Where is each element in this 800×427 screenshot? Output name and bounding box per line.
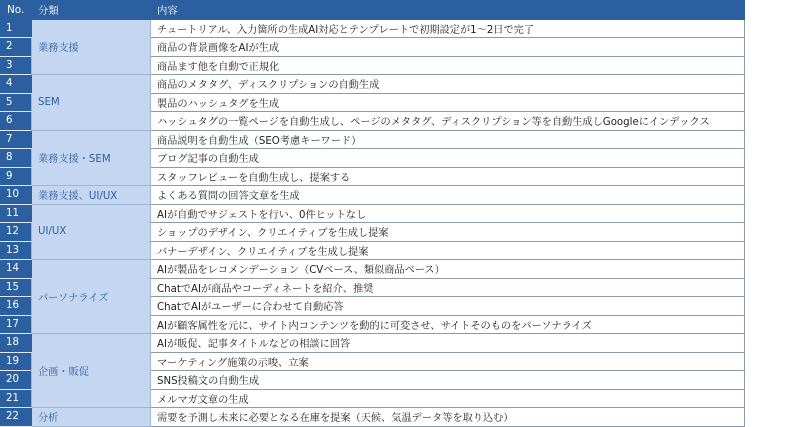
row-number: 11 bbox=[1, 204, 32, 223]
header-content: 内容 bbox=[151, 1, 745, 20]
row-number: 4 bbox=[1, 75, 32, 94]
category-cell: パーソナライズ bbox=[32, 260, 151, 334]
row-number: 9 bbox=[1, 167, 32, 186]
table-row bbox=[1, 204, 745, 223]
content-cell: 商品説明を自動生成（SEO考慮キーワード） bbox=[151, 130, 745, 149]
row-number: 16 bbox=[1, 297, 32, 316]
category-cell: UI/UX bbox=[32, 204, 151, 260]
category-cell: 業務支援・SEM bbox=[32, 130, 151, 186]
table-row bbox=[1, 260, 745, 279]
content-cell: ブログ記事の自動生成 bbox=[151, 149, 745, 168]
row-number: 13 bbox=[1, 241, 32, 260]
category-cell: 企画・販促 bbox=[32, 334, 151, 408]
header-category: 分類 bbox=[32, 1, 151, 20]
content-cell: ハッシュタグの一覧ページを自動生成し、ページのメタタグ、ディスクリプション等を自動生成しGoogleにインデックス bbox=[151, 112, 745, 131]
category-cell: 業務支援、UI/UX bbox=[32, 186, 151, 205]
category-cell: SEM bbox=[32, 75, 151, 131]
row-number: 5 bbox=[1, 93, 32, 112]
table-row bbox=[1, 75, 745, 94]
content-cell: メルマガ文章の生成 bbox=[151, 389, 745, 408]
row-number: 10 bbox=[1, 186, 32, 205]
content-cell: AIが顧客属性を元に、サイト内コンテンツを動的に可変させ、サイトそのものをパーソナライズ bbox=[151, 315, 745, 334]
content-cell: AIが製品をレコメンデーション（CVベース、類似商品ベース） bbox=[151, 260, 745, 279]
row-number: 7 bbox=[1, 130, 32, 149]
content-cell: SNS投稿文の自動生成 bbox=[151, 371, 745, 390]
content-cell: 需要を予測し未来に必要となる在庫を提案（天候、気温データ等を取り込む） bbox=[151, 408, 745, 427]
row-number: 19 bbox=[1, 352, 32, 371]
category-cell: 業務支援 bbox=[32, 19, 151, 75]
row-number: 3 bbox=[1, 56, 32, 75]
content-cell: 商品ます他を自動で正規化 bbox=[151, 56, 745, 75]
table-row bbox=[1, 19, 745, 38]
content-cell: チュートリアル、入力箇所の生成AI対応とテンプレートで初期設定が1〜2日で完了 bbox=[151, 19, 745, 38]
row-number: 18 bbox=[1, 334, 32, 353]
row-number: 20 bbox=[1, 371, 32, 390]
row-number: 12 bbox=[1, 223, 32, 242]
content-cell: 製品のハッシュタグを生成 bbox=[151, 93, 745, 112]
table-row bbox=[1, 408, 745, 427]
category-cell: 分析 bbox=[32, 408, 151, 427]
table-body bbox=[1, 19, 745, 426]
row-number: 1 bbox=[1, 19, 32, 38]
table-header-row bbox=[1, 1, 745, 20]
content-cell: ChatでAIがユーザーに合わせて自動応答 bbox=[151, 297, 745, 316]
row-number: 15 bbox=[1, 278, 32, 297]
content-cell: マーケティング施策の示唆、立案 bbox=[151, 352, 745, 371]
content-cell: 商品のメタタグ、ディスクリプションの自動生成 bbox=[151, 75, 745, 94]
row-number: 14 bbox=[1, 260, 32, 279]
row-number: 21 bbox=[1, 389, 32, 408]
row-number: 17 bbox=[1, 315, 32, 334]
header-no: No. bbox=[1, 1, 32, 20]
content-cell: AIが自動でサジェストを行い、0件ヒットなし bbox=[151, 204, 745, 223]
table-row bbox=[1, 334, 745, 353]
content-cell: スタッフレビューを自動生成し、提案する bbox=[151, 167, 745, 186]
content-cell: AIが販促、記事タイトルなどの相談に回答 bbox=[151, 334, 745, 353]
table-row bbox=[1, 186, 745, 205]
row-number: 22 bbox=[1, 408, 32, 427]
row-number: 6 bbox=[1, 112, 32, 131]
row-number: 2 bbox=[1, 38, 32, 57]
table-row bbox=[1, 130, 745, 149]
content-cell: よくある質問の回答文章を生成 bbox=[151, 186, 745, 205]
content-cell: ショップのデザイン、クリエイティブを生成し提案 bbox=[151, 223, 745, 242]
content-cell: ChatでAIが商品やコーディネートを紹介、推奨 bbox=[151, 278, 745, 297]
content-cell: バナーデザイン、クリエイティブを生成し提案 bbox=[151, 241, 745, 260]
content-cell: 商品の背景画像をAIが生成 bbox=[151, 38, 745, 57]
row-number: 8 bbox=[1, 149, 32, 168]
